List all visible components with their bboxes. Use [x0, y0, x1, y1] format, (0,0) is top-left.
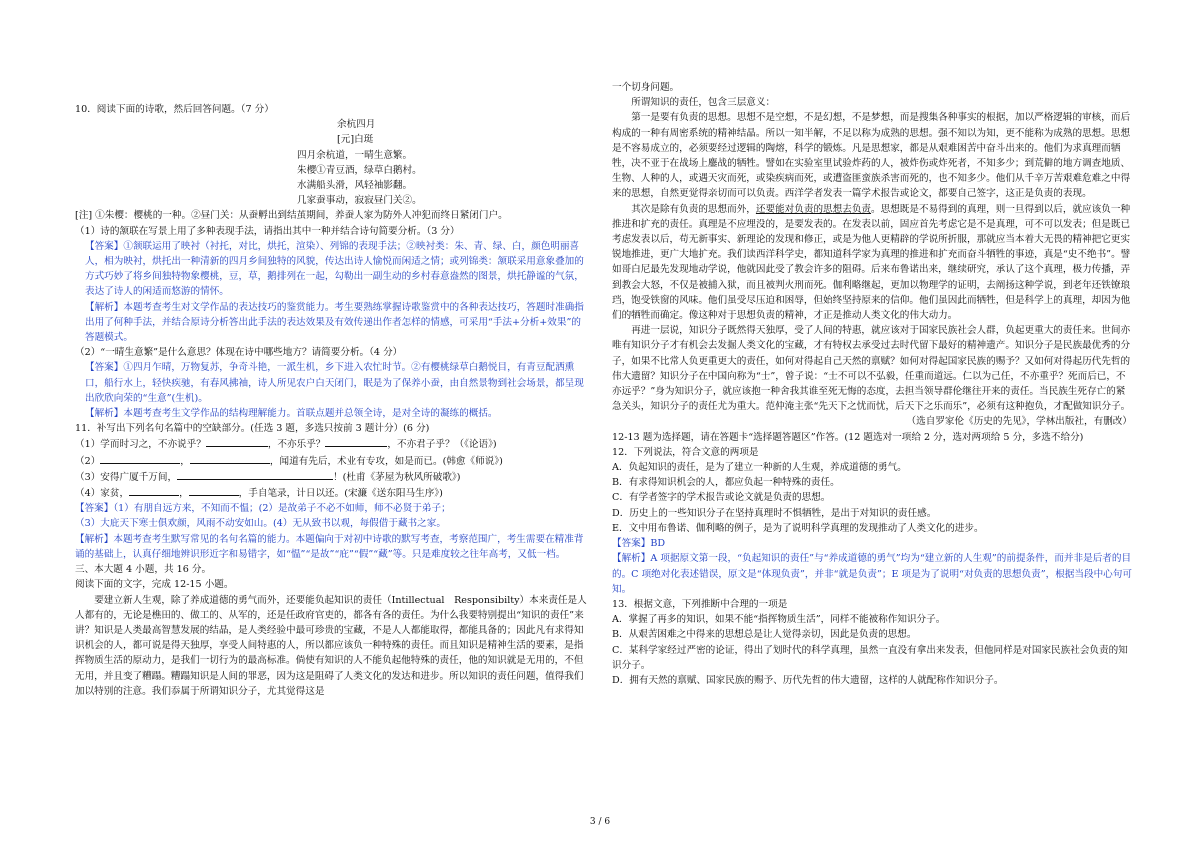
poem-title: 余杭四月	[337, 119, 376, 131]
underlined-sentence: 还要能对负责的思想去负责	[755, 203, 872, 215]
section3-title: 三、本大题 4 小题，共 16 分。	[75, 564, 212, 576]
poem-note: [注] ①朱樱：樱桃的一种。②昼门关：从蚕孵出到结茧期间，养蚕人家为防外人冲犯而终日紧闭门户。	[75, 210, 508, 222]
q13-option-c: C．某科学家经过严密的论证，得出了划时代的科学真理，虽然一直没有拿出来发表，但他同样是对国家民族社会负责的知识分子。	[612, 644, 1128, 671]
q13-option-b: B．从艰苦困难之中得来的思想总是让人觉得亲切，因此是负责的思想。	[612, 629, 917, 641]
right-column	[612, 80, 1132, 688]
q12-option-a: A．负起知识的责任，是为了建立一种新的人生观，养成道德的勇气。	[612, 462, 907, 474]
passage-paragraph: 要建立新人生观，除了养成道德的勇气而外，还要能负起知识的责任（Intillectual Responsibilty）本来责任是人人都有的，无论是樵田的、做工的、从军的，还是任政府官吏的，都各有各的责任。为什么我要特别提出“知识的责任”来讲？知识是人类最高智慧发展的结晶，是人类经验中最可珍贵的宝藏，不是人人都能取得，都能具备的；因此凡有求得知识机会的人，都可说是得天独厚，享受人间特惠的人，所以都应该负一种特殊的责任。而且知识是精神生活的要素，是指挥物质生活的原动力，是我们一切行为的最高标准。倘使有知识的人不能负起他特殊的责任，他的知识就是无用的，不但无用，并且变了糟蹋。糟蹋知识是人间的罪恶，因为这是阻碍了人类文化的发达和进步。所以知识的责任问题，值得我们加以特别的注意。我们忝属于所谓知识分子，尤其觉得这是	[75, 594, 587, 697]
q13-title: 13．根据文意，下列推断中合理的一项是	[612, 598, 788, 610]
passage-paragraph: 再进一层说，知识分子既然得天独厚，受了人间的特惠，就应该对于国家民族社会人群，负起更重大的责任来。世间亦唯有知识分子才有机会去发掘人类文化的宝藏，才有特权去承受过去时代留下最好的精神遗产。知识分子是民族最优秀的分子，如果不比常人负更重更大的责任，如何对得起自己天然的禀赋？如何对得起国家民族的赐予？又如何对得起历代先哲的伟大遗留？知识分子在中国向称为“士”，曾子说：“士不可以不弘毅，任重而道远。仁以为己任，不亦重乎？死而后已，不亦远乎？”身为知识分子，就应该抱一种舍我其谁至死无悔的态度，去担当领导群伦继往开来的责任。当民族生死存亡的紧急关头，知识分子的责任尤为重大。范仲淹主张“先天下之忧而忧，后天下之乐而乐”，必须有这种抱负，才配做知识分子。	[612, 325, 1131, 413]
poem	[75, 117, 590, 208]
q11-answer-2: （3）大庇天下寒士俱欢颜，风雨不动安如山。(4）无从致书以观，每假借于藏书之家。	[75, 518, 446, 530]
q12-option-d: D．历史上的一些知识分子在坚持真理时不惧牺牲，是出于对知识的责任感。	[612, 507, 937, 519]
passage-source: （选自罗家伦《历史的先见》，学林出版社，有删改）	[906, 416, 1132, 428]
q10-1-analysis: 【解析】本题考查考生对文学作品的表达技巧的鉴赏能力。考生要熟练掌握诗歌鉴赏中的各种表达技巧，答题时准确指出用了何种手法，并结合原诗分析答出此手法的表达效果及有效传递出作者怎样的情感，可采用“手法+分析+效果”的答题模式。	[85, 301, 584, 344]
q10-1: （1）诗的颔联在写景上用了多种表现手法，请指出其中一种并结合诗句简要分析。（3 分）	[75, 225, 460, 237]
poem-line: 朱樱①青豆酒，绿草白鹅村。	[297, 164, 422, 176]
passage-paragraph: 其次是除有负责的思想而外，还要能对负责的思想去负责。思想既是不易得到的真理，则一旦得到以后，就应该负一种推进和扩充的责任。真理是不应埋没的，是要发表的。在发表以前，固应首先考虑它是不是真理，可不可以发表；但是既已考虑发表以后，苟无新事实、新理论的发现和修正，或是为他人更精辟的学说所折服，那就应当本着大无畏的精神把它更实锐地推进，更广大地扩充。我们读西洋科学史，都知道科学家为真理的推进和扩充而奋斗牺牲的事迹，真是“史不绝书”。譬如哥白尼最先发现地动学说，他就因此受了教会许多的阻碍。后来布鲁诺出来，继续研究，承认了这个真理，极力传播，弄到教会大怒，不仅是被捕入狱，而且被判火刑而死。伽利略继起，更加以物理学的证明，去阐扬这种学说，到老年还铁镣琅珰，饱受铁窗的风味。他们虽受尽压迫和困辱，但始终坚持原来的信仰。他们虽因此而牺牲，但是科学上的真理，却因为他们的牺牲而确定。像这种对于思想负责的精神，才正是推动人类文化的伟大动力。	[612, 203, 1131, 322]
q12-analysis: 【解析】A 项据原文第一段，“负起知识的责任”与“养成道德的勇气”均为“建立新的人生观”的前提条件，而并非是后者的目的。C 项绝对化表述错误，原文是“体现负责”，并非“就是负责”；E 项是为了说明“对负责的思想负责”，根据当段中心句可知。	[612, 553, 1132, 595]
poem-line: 水满船头滑，风轻袖影翻。	[297, 180, 413, 192]
passage-continuation: 一个切身问题。	[612, 82, 680, 93]
poem-author: [元]白珽	[337, 134, 374, 146]
q10-2-answer: 【答案】①四月乍晴，万物复苏，争奇斗艳，一派生机，乡下进入农忙时节。②有樱桃绿草白鹅悦目，有青豆配洒熏口，船行水上，轻快疾驰，有春风拂袖，诗人所见农户白天闭门，眠是为了保养小蚕，由自然景物到社会场景，都呈现出欣欣向荣的“生意”(生机)。	[85, 362, 584, 404]
q10-2: （2）“一晴生意繁”是什么意思？体现在诗中哪些地方？请简要分析。（4 分）	[75, 347, 403, 359]
q13-option-a: A．掌握了再多的知识，如果不能“指挥物质生活”，同样不能被称作知识分子。	[612, 614, 946, 626]
q12-option-b: B．有求得知识机会的人，都应负起一种特殊的责任。	[612, 477, 840, 489]
q11-item-3: （3）安得广厦千万间， ！(杜甫《茅屋为秋风所破歌》)	[75, 469, 590, 485]
q11-item-4: （4）家贫， ， ，手自笔录，计日以还。(宋濂《送东阳马生序》)	[75, 485, 590, 501]
section3-intro: 阅读下面的文字，完成 12-15 小题。	[75, 579, 234, 591]
q12-answer: 【答案】BD	[612, 538, 666, 550]
q11-analysis: 【解析】本题考查考生默写常见的名句名篇的能力。本题偏向于对初中诗歌的默写考查，考察范围广，考生需要在精准背诵的基础上，认真仔细地辨识形近字和易错字，如“愠”“是故”“庇”“假”“藏”等。只是难度较之往年高考，又低一档。	[75, 533, 584, 560]
q10-1-answer: 【答案】①颔联运用了映衬（衬托，对比，烘托，渲染）、列锦的表现手法；②映衬类：朱、青、绿、白，颜色明丽喜人，相为映衬，烘托出一种清新的四月乡间独特的风貌，传达出诗人愉悦而闲适之情；或列锦类：颔联采用意象叠加的方式巧妙了将乡间独特物象樱桃，豆，草，鹅排列在一起，勾勒出一副生动的乡村春意盎然的图景，烘托静谧的气氛，表达了诗人的闲适而悠游的情怀。	[85, 240, 584, 298]
left-column	[75, 102, 590, 699]
q12-title: 12．下列说法，符合文意的两项是	[612, 446, 759, 458]
q11-item-1: （1）学而时习之，不亦说乎？ ，不亦乐乎？ ，不亦君子乎？（《论语》)	[75, 436, 590, 452]
poem-line: 四月余杭道，一晴生意繁。	[297, 149, 413, 161]
q12-option-e: E．文中用布鲁诺、伽利略的例子，是为了说明科学真理的发现推动了人类文化的进步。	[612, 522, 984, 534]
passage-paragraph: 所谓知识的责任，包含三层意义：	[631, 97, 776, 109]
choice-instructions: 12-13 题为选择题，请在答题卡“选择题答题区”作答。(12 题选对一项给 2 分，选对两项给 5 分，多选不给分)	[612, 431, 1084, 443]
passage-paragraph: 第一是要有负责的思想。思想不是空想，不是幻想，不是梦想，而是搜集各种事实的根据，加以严格逻辑的审核，而后构成的一种有周密系统的精神结晶。所以一知半解，不足以称为成熟的思想。强不知以为知，更不能称为成熟的思想。思想是不容易成立的，必须要经过逻辑的陶熔，科学的锻炼。凡是思想家，都是从艰难困苦中奋斗出来的。他们为求真理而牺牲，决不亚于在战场上鏖战的牺牲。譬如在实验室里试验炸药的人，被炸伤或炸死者，不知多少；到荒僻的地方调查地质、生物、人种的人，或遇天灾而死，或染疾病而死，或遭盗匪蛮族杀害而死的，也不知多少。他们从千辛万苦艰难危难之中得来的思想，自然更觉得亲切而可以负责。西洋学者发表一篇学术报告或论文，都要自己签字，这正是负责的表现。	[612, 112, 1131, 200]
poem-line: 几家蚕事动，寂寂昼门关②。	[297, 195, 422, 207]
q10-2-analysis: 【解析】本题考查考生文学作品的结构理解能力。首联点题并总领全诗，是对全诗的凝练的概括。	[85, 408, 498, 420]
q11-title: 11．补写出下列名句名篇中的空缺部分。(任选 3 题，多选只按前 3 题计分）(6 分)	[75, 423, 430, 435]
page-number: 3 / 6	[589, 817, 611, 827]
q13-option-d: D．拥有天然的禀赋、国家民族的赐予、历代先哲的伟大遗留，这样的人就配称作知识分子。	[612, 674, 1004, 686]
q11-item-2: （2） ， ，闻道有先后，术业有专攻，如是而已。(韩愈《师说》)	[75, 453, 590, 469]
q12-option-c: C．有学者签字的学术报告或论文就是负责的思想。	[612, 492, 831, 504]
q11-answer: 【答案】（1）有朋自远方来，不知而不愠；(2）是故弟子不必不如师，师不必贤于弟子；	[75, 503, 451, 515]
q10-title: 10．阅读下面的诗歌，然后回答问题。（7 分）	[75, 104, 274, 115]
